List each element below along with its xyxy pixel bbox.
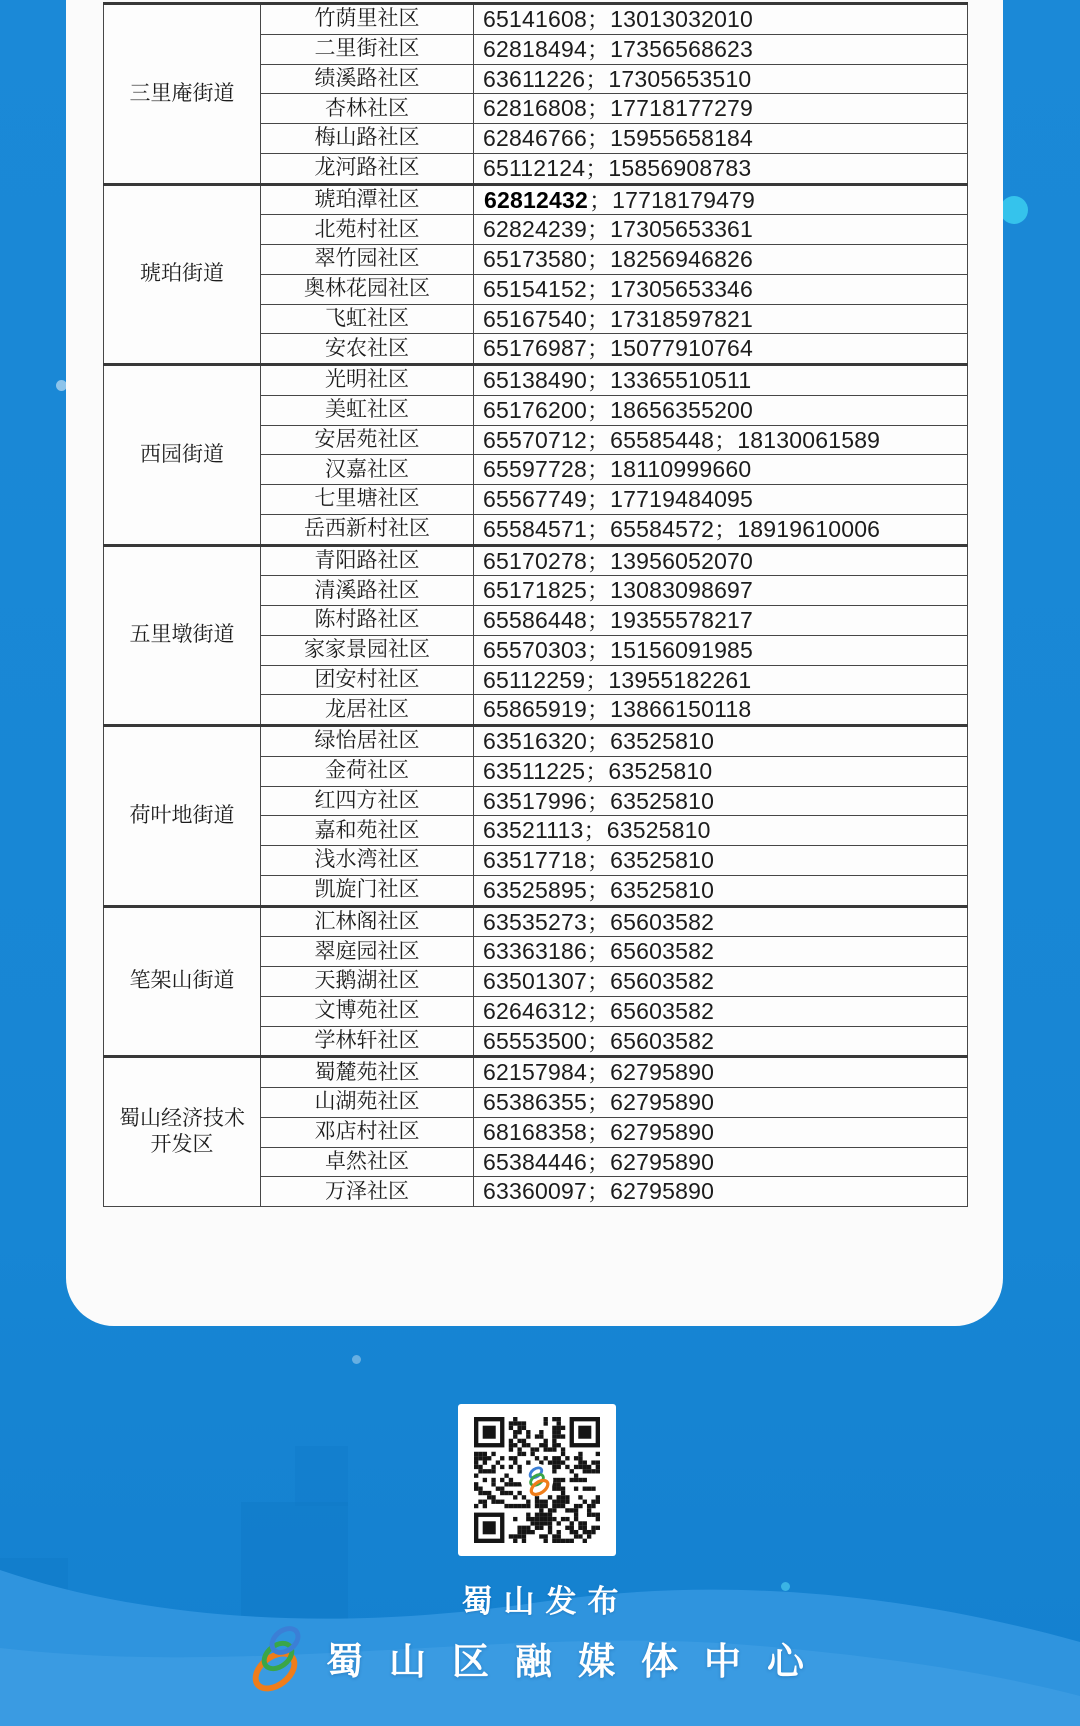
- community-name-cell: 安农社区: [261, 334, 474, 365]
- phone-numbers-cell: 65570712；65585448；18130061589: [474, 425, 968, 455]
- street-name-cell: 西园街道: [104, 365, 261, 546]
- community-name-cell: 二里街社区: [261, 34, 474, 64]
- decor-white-dot: [352, 1355, 361, 1364]
- community-name-cell: 陈村路社区: [261, 606, 474, 636]
- phone-numbers-cell: 65167540；17318597821: [474, 304, 968, 334]
- phone-numbers-cell: 63521113；63525810: [474, 816, 968, 846]
- community-name-cell: 光明社区: [261, 365, 474, 396]
- community-name-cell: 蜀麓苑社区: [261, 1057, 474, 1088]
- community-name-cell: 绩溪路社区: [261, 64, 474, 94]
- community-name-cell: 奥林花园社区: [261, 274, 474, 304]
- community-name-cell: 万泽社区: [261, 1177, 474, 1207]
- community-name-cell: 翠竹园社区: [261, 245, 474, 275]
- phone-numbers-cell: 65584571；65584572；18919610006: [474, 514, 968, 545]
- phone-numbers-cell: 65141608；13013032010: [474, 4, 968, 35]
- qr-caption: 蜀山发布: [461, 1584, 630, 1619]
- phone-numbers-cell: 65170278；13956052070: [474, 545, 968, 576]
- community-name-cell: 安居苑社区: [261, 425, 474, 455]
- decor-cyan-dot: [1000, 196, 1028, 224]
- phone-numbers-cell: 63517718；63525810: [474, 846, 968, 876]
- community-name-cell: 卓然社区: [261, 1147, 474, 1177]
- community-name-cell: 岳西新村社区: [261, 514, 474, 545]
- phone-numbers-cell: 63535273；65603582: [474, 906, 968, 937]
- phone-numbers-cell: 65112124；15856908783: [474, 153, 968, 184]
- table-row: [104, 184, 968, 215]
- phone-numbers-cell: 65386355；62795890: [474, 1088, 968, 1118]
- community-name-cell: 竹荫里社区: [261, 4, 474, 35]
- street-name-cell: 琥珀街道: [104, 184, 261, 365]
- phone-numbers-cell: 62816808；17718177279: [474, 94, 968, 124]
- street-name-cell: 荷叶地街道: [104, 726, 261, 907]
- community-name-cell: 飞虹社区: [261, 304, 474, 334]
- qr-code: [474, 1417, 600, 1543]
- phone-numbers-cell: 63501307；65603582: [474, 967, 968, 997]
- phone-numbers-cell: 62157984；62795890: [474, 1057, 968, 1088]
- community-name-cell: 学林轩社区: [261, 1026, 474, 1057]
- phone-numbers-cell: 68168358；62795890: [474, 1117, 968, 1147]
- phone-numbers-cell: 65586448；19355578217: [474, 606, 968, 636]
- table-row: [104, 1057, 968, 1088]
- phone-numbers-cell: 65553500；65603582: [474, 1026, 968, 1057]
- community-name-cell: 汇林阁社区: [261, 906, 474, 937]
- phone-numbers-cell: 65567749；17719484095: [474, 485, 968, 515]
- community-name-cell: 梅山路社区: [261, 124, 474, 154]
- table-row: [104, 726, 968, 757]
- phone-numbers-cell: 63363186；65603582: [474, 937, 968, 967]
- street-name-cell: 蜀山经济技术开发区: [104, 1057, 261, 1207]
- phone-numbers-cell: 62818494；17356568623: [474, 34, 968, 64]
- street-name-cell: 笔架山街道: [104, 906, 261, 1057]
- community-name-cell: 浅水湾社区: [261, 846, 474, 876]
- qr-code-panel: [458, 1404, 616, 1556]
- community-name-cell: 山湖苑社区: [261, 1088, 474, 1118]
- community-name-cell: 红四方社区: [261, 786, 474, 816]
- community-name-cell: 汉嘉社区: [261, 455, 474, 485]
- phone-numbers-cell: 65173580；18256946826: [474, 245, 968, 275]
- community-name-cell: 邓店村社区: [261, 1117, 474, 1147]
- shushan-swirl-logo-icon: [250, 1628, 306, 1688]
- patched-number: 62812432: [484, 186, 588, 213]
- phone-numbers-cell: 65384446；62795890: [474, 1147, 968, 1177]
- phone-numbers-cell: 65112259；13955182261: [474, 665, 968, 695]
- phone-numbers-cell: 63516320；63525810: [474, 726, 968, 757]
- phone-numbers-cell: 62646312；65603582: [474, 996, 968, 1026]
- street-name-cell: 五里墩街道: [104, 545, 261, 726]
- phone-numbers-cell: 62812432；17718179479: [474, 184, 968, 215]
- phone-numbers-cell: 65865919；13866150118: [474, 695, 968, 726]
- community-name-cell: 青阳路社区: [261, 545, 474, 576]
- community-name-cell: 嘉和苑社区: [261, 816, 474, 846]
- community-name-cell: 团安村社区: [261, 665, 474, 695]
- street-name-cell: 三里庵街道: [104, 4, 261, 185]
- table-row: [104, 545, 968, 576]
- community-name-cell: 琥珀潭社区: [261, 184, 474, 215]
- phone-numbers-cell: 65597728；18110999660: [474, 455, 968, 485]
- community-name-cell: 天鹅湖社区: [261, 967, 474, 997]
- community-contact-table: [103, 2, 968, 1207]
- phone-numbers-cell: 65171825；13083098697: [474, 576, 968, 606]
- community-name-cell: 家家景园社区: [261, 635, 474, 665]
- phone-numbers-cell: 65176987；15077910764: [474, 334, 968, 365]
- community-name-cell: 美虹社区: [261, 395, 474, 425]
- community-name-cell: 龙居社区: [261, 695, 474, 726]
- phone-numbers-cell: 63611226；17305653510: [474, 64, 968, 94]
- community-name-cell: 北苑村社区: [261, 215, 474, 245]
- community-name-cell: 杏林社区: [261, 94, 474, 124]
- media-center-line: [0, 1626, 1080, 1690]
- community-name-cell: 清溪路社区: [261, 576, 474, 606]
- media-center-title: 蜀山区融媒体中心: [326, 1641, 830, 1682]
- phone-numbers-cell: 65570303；15156091985: [474, 635, 968, 665]
- community-name-cell: 七里塘社区: [261, 485, 474, 515]
- table-row: [104, 365, 968, 396]
- phone-numbers-cell: 65138490；13365510511: [474, 365, 968, 396]
- phone-numbers-cell: 65154152；17305653346: [474, 274, 968, 304]
- community-name-cell: 文博苑社区: [261, 996, 474, 1026]
- contact-table-card: [66, 0, 1003, 1326]
- phone-numbers-cell: 63525895；63525810: [474, 875, 968, 906]
- community-name-cell: 绿怡居社区: [261, 726, 474, 757]
- phone-numbers-cell: 62824239；17305653361: [474, 215, 968, 245]
- community-name-cell: 金荷社区: [261, 756, 474, 786]
- phone-numbers-cell: 63511225；63525810: [474, 756, 968, 786]
- phone-numbers-cell: 62846766；15955658184: [474, 124, 968, 154]
- decor-building-silhouette: [295, 1446, 348, 1506]
- community-name-cell: 龙河路社区: [261, 153, 474, 184]
- phone-numbers-cell: 63360097；62795890: [474, 1177, 968, 1207]
- phone-numbers-cell: 63517996；63525810: [474, 786, 968, 816]
- community-name-cell: 凯旋门社区: [261, 875, 474, 906]
- table-row: [104, 906, 968, 937]
- community-name-cell: 翠庭园社区: [261, 937, 474, 967]
- phone-numbers-cell: 65176200；18656355200: [474, 395, 968, 425]
- table-row: [104, 4, 968, 35]
